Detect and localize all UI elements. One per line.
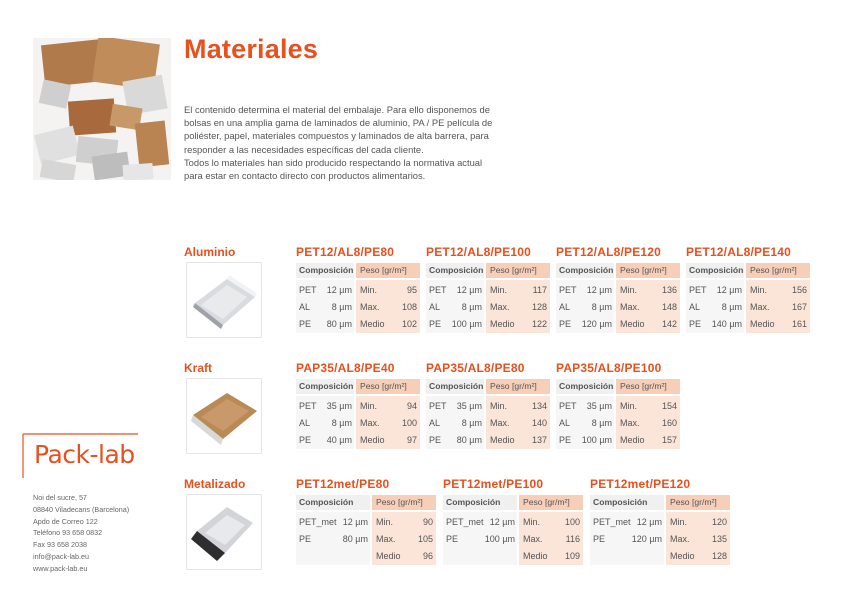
comp-thickness: 140 µm [711, 319, 742, 329]
header-composicion: Composición [559, 265, 614, 275]
intro-line: bolsas en una amplia gama de laminados de aluminio, PA / PE película de [184, 117, 493, 129]
peso-label: Min. [620, 401, 638, 411]
comp-thickness: 12 µm [326, 285, 352, 295]
comp-thickness: 8 µm [591, 302, 612, 312]
comp-material: PE [299, 435, 312, 445]
peso-label: Min. [376, 517, 394, 527]
header-peso: Peso [gr/m²] [490, 381, 537, 391]
comp-material: PE [559, 319, 572, 329]
peso-label: Min. [360, 285, 378, 295]
comp-thickness: 8 µm [461, 302, 482, 312]
kraft-bag-image [186, 378, 262, 454]
header-peso: Peso [gr/m²] [670, 497, 717, 507]
comp-material: PET [429, 401, 447, 411]
address-line: 08840 Viladecans (Barcelona) [33, 504, 130, 514]
comp-thickness: 120 µm [581, 319, 612, 329]
peso-value: 94 [406, 401, 417, 411]
peso-label: Max. [620, 302, 640, 312]
comp-material: PET [429, 285, 447, 295]
product-title: PET12/AL8/PE120 [556, 245, 662, 259]
spec-table [426, 263, 550, 333]
spec-table [296, 379, 420, 449]
peso-label: Max. [376, 534, 396, 544]
product-title: PAP35/AL8/PE100 [556, 361, 662, 375]
peso-label: Medio [490, 435, 515, 445]
peso-label: Min. [670, 517, 688, 527]
comp-thickness: 8 µm [331, 302, 352, 312]
peso-value: 108 [401, 302, 417, 312]
comp-material: AL [689, 302, 701, 312]
peso-value: 137 [531, 435, 547, 445]
peso-value: 96 [422, 551, 433, 561]
address-line: Apdo de Correo 122 [33, 516, 98, 526]
peso-label: Min. [523, 517, 541, 527]
comp-thickness: 120 µm [631, 534, 662, 544]
intro-line: responder a las necesidades específicas del cada cliente. [184, 143, 424, 155]
header-composicion: Composición [299, 265, 354, 275]
peso-label: Max. [670, 534, 690, 544]
comp-material: AL [429, 302, 441, 312]
peso-label: Max. [360, 418, 380, 428]
comp-thickness: 40 µm [326, 435, 352, 445]
spec-table [443, 495, 583, 565]
comp-thickness: 35 µm [586, 401, 612, 411]
product-title: PAP35/AL8/PE80 [426, 361, 525, 375]
peso-label: Min. [490, 285, 508, 295]
comp-material: PE [429, 435, 442, 445]
comp-material: PE [429, 319, 442, 329]
metalizado-bag-image [186, 494, 262, 570]
spec-table [296, 263, 420, 333]
peso-label: Medio [523, 551, 548, 561]
comp-thickness: 8 µm [331, 418, 352, 428]
peso-label: Max. [490, 302, 510, 312]
comp-material: PET [559, 401, 577, 411]
header-composicion: Composición [429, 265, 484, 275]
product-title: PET12met/PE100 [443, 477, 544, 491]
comp-material: AL [559, 302, 571, 312]
peso-label: Medio [620, 319, 645, 329]
peso-value: 100 [564, 517, 580, 527]
peso-value: 97 [406, 435, 417, 445]
comp-thickness: 100 µm [451, 319, 482, 329]
spec-table [556, 379, 680, 449]
comp-material: PE [593, 534, 606, 544]
comp-thickness: 35 µm [456, 401, 482, 411]
comp-thickness: 12 µm [456, 285, 482, 295]
comp-thickness: 12 µm [716, 285, 742, 295]
peso-label: Min. [490, 401, 508, 411]
peso-value: 142 [661, 319, 677, 329]
comp-material: PE [446, 534, 459, 544]
header-peso: Peso [gr/m²] [523, 497, 570, 507]
peso-value: 102 [401, 319, 417, 329]
comp-thickness: 8 µm [461, 418, 482, 428]
peso-value: 128 [711, 551, 727, 561]
header-composicion: Composición [299, 381, 354, 391]
comp-thickness: 80 µm [342, 534, 368, 544]
intro-line: para estar en contacto directo con productos alimentarios. [184, 170, 426, 182]
comp-material: PE [299, 319, 312, 329]
peso-label: Medio [670, 551, 695, 561]
peso-value: 120 [711, 517, 727, 527]
intro-line: Todos lo materiales han sido producido respectando la normativa actual [184, 156, 483, 168]
peso-value: 140 [531, 418, 547, 428]
peso-value: 117 [532, 285, 547, 295]
peso-label: Min. [750, 285, 768, 295]
peso-value: 105 [417, 534, 433, 544]
header-peso: Peso [gr/m²] [620, 381, 667, 391]
comp-thickness: 12 µm [342, 517, 368, 527]
comp-material: PE [689, 319, 702, 329]
section-label-aluminio: Aluminio [184, 245, 236, 259]
peso-value: 116 [565, 534, 580, 544]
peso-value: 148 [661, 302, 677, 312]
intro-line: poliéster, papel, materiales compuestos y laminados de alta barrera, para [184, 130, 489, 142]
peso-label: Medio [360, 435, 385, 445]
peso-value: 136 [661, 285, 677, 295]
header-peso: Peso [gr/m²] [376, 497, 423, 507]
product-title: PET12/AL8/PE80 [296, 245, 395, 259]
product-title: PAP35/AL8/PE40 [296, 361, 395, 375]
product-title: PET12met/PE80 [296, 477, 390, 491]
peso-label: Max. [523, 534, 543, 544]
section-label-kraft: Kraft [184, 361, 213, 375]
comp-thickness: 80 µm [456, 435, 482, 445]
peso-value: 135 [711, 534, 727, 544]
header-composicion: Composición [689, 265, 744, 275]
aluminio-bag-image [186, 262, 262, 338]
peso-label: Medio [750, 319, 775, 329]
address-line: Noi del sucre, 57 [33, 493, 87, 502]
peso-value: 100 [401, 418, 417, 428]
header-peso: Peso [gr/m²] [750, 265, 797, 275]
comp-material: AL [299, 418, 311, 428]
header-composicion: Composición [429, 381, 484, 391]
peso-value: 167 [791, 302, 807, 312]
product-title: PET12met/PE120 [590, 477, 691, 491]
comp-material: PE [299, 534, 312, 544]
peso-value: 154 [661, 401, 677, 411]
comp-material: PE [559, 435, 572, 445]
peso-value: 90 [422, 517, 433, 527]
peso-value: 156 [791, 285, 807, 295]
peso-label: Max. [360, 302, 380, 312]
comp-thickness: 8 µm [591, 418, 612, 428]
comp-thickness: 80 µm [326, 319, 352, 329]
comp-thickness: 100 µm [581, 435, 612, 445]
hero-image-bags-collage [33, 38, 171, 180]
peso-value: 95 [406, 285, 417, 295]
pack-lab-logo: Pack-lab [34, 440, 135, 469]
peso-value: 161 [791, 319, 807, 329]
comp-thickness: 8 µm [721, 302, 742, 312]
header-composicion: Composición [446, 497, 501, 507]
section-label-metalizado: Metalizado [184, 477, 246, 491]
comp-thickness: 100 µm [484, 534, 515, 544]
comp-material: AL [299, 302, 311, 312]
comp-material: PET_met [593, 517, 631, 527]
peso-label: Min. [360, 401, 378, 411]
header-composicion: Composición [299, 497, 354, 507]
website-link[interactable]: www.pack-lab.eu [33, 563, 88, 573]
spec-table [556, 263, 680, 333]
peso-value: 134 [531, 401, 547, 411]
header-peso: Peso [gr/m²] [360, 381, 407, 391]
comp-material: PET [689, 285, 707, 295]
comp-thickness: 35 µm [326, 401, 352, 411]
peso-value: 128 [531, 302, 547, 312]
contact-address [33, 492, 129, 575]
peso-value: 160 [661, 418, 677, 428]
header-composicion: Composición [559, 381, 614, 391]
email-link[interactable]: info@pack-lab.eu [33, 551, 90, 561]
header-composicion: Composición [593, 497, 648, 507]
product-title: PET12/AL8/PE100 [426, 245, 532, 259]
peso-label: Max. [620, 418, 640, 428]
comp-material: PET [299, 401, 317, 411]
peso-label: Max. [490, 418, 510, 428]
comp-material: AL [429, 418, 441, 428]
spec-table [590, 495, 730, 565]
peso-value: 122 [531, 319, 547, 329]
peso-label: Medio [360, 319, 385, 329]
phone-line: Teléfono 93 658 0832 [33, 528, 103, 538]
page-title: Materiales [184, 34, 319, 64]
product-title: PET12/AL8/PE140 [686, 245, 792, 259]
comp-material: PET [299, 285, 317, 295]
comp-material: PET_met [446, 517, 484, 527]
comp-thickness: 12 µm [586, 285, 612, 295]
peso-value: 109 [564, 551, 580, 561]
peso-label: Medio [620, 435, 645, 445]
intro-line: El contenido determina el material del embalaje. Para ello disponemos de [184, 104, 490, 115]
spec-table [296, 495, 436, 565]
header-peso: Peso [gr/m²] [490, 265, 537, 275]
fax-line: Fax 93 658 2038 [33, 540, 87, 550]
peso-label: Max. [750, 302, 770, 312]
comp-thickness: 12 µm [489, 517, 515, 527]
peso-value: 157 [661, 435, 677, 445]
peso-label: Medio [490, 319, 515, 329]
spec-table [686, 263, 810, 333]
intro-paragraph [184, 103, 524, 182]
comp-thickness: 12 µm [636, 517, 662, 527]
peso-label: Medio [376, 551, 401, 561]
spec-table [426, 379, 550, 449]
comp-material: PET_met [299, 517, 337, 527]
comp-material: PET [559, 285, 577, 295]
comp-material: AL [559, 418, 571, 428]
peso-label: Min. [620, 285, 638, 295]
header-peso: Peso [gr/m²] [360, 265, 407, 275]
header-peso: Peso [gr/m²] [620, 265, 667, 275]
